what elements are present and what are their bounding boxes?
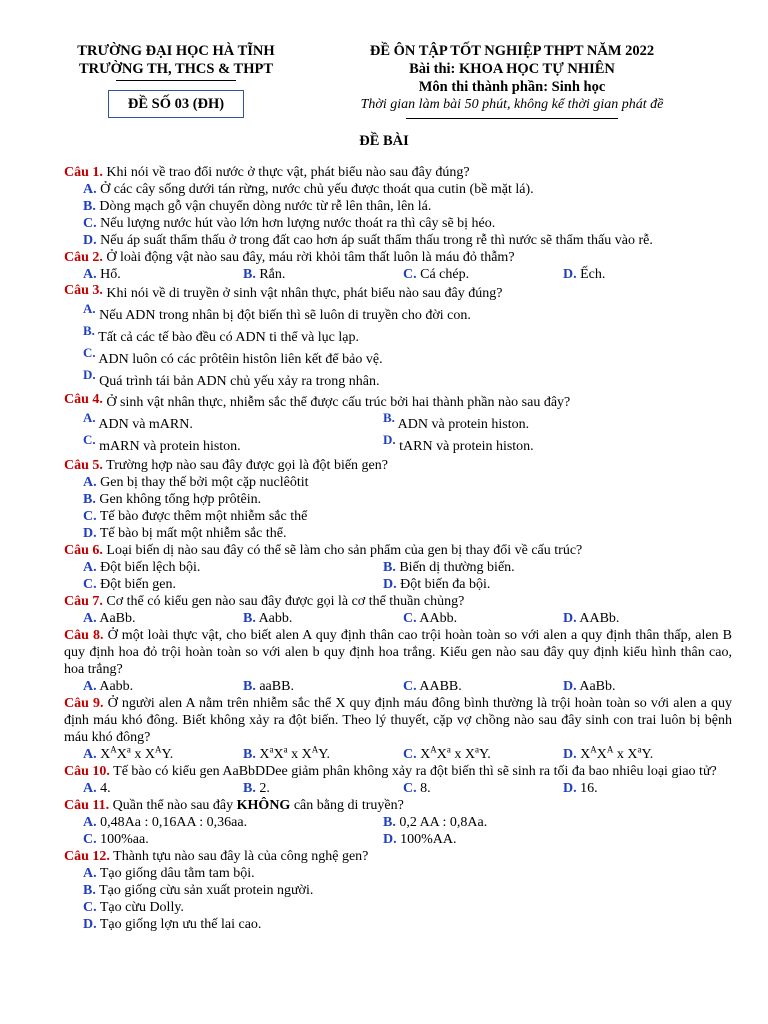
option-b: B. Biến dị thường biến.	[383, 560, 515, 575]
question-number: Câu 11.	[64, 798, 110, 813]
option-row	[64, 410, 732, 435]
option-d: D. 16.	[563, 781, 598, 796]
question-number: Câu 12.	[64, 849, 110, 864]
option-a: A. 0,48Aa : 0,16AA : 0,36aa.	[83, 815, 248, 830]
question-number: Câu 4.	[64, 392, 103, 407]
question-number: Câu 10.	[64, 764, 110, 779]
option-a: A. ADN và mARN.	[83, 410, 193, 432]
question-text: Khi nói về di truyền ở sinh vật nhân thực, phát biểu nào sau đây đúng?	[102, 286, 503, 301]
option-row	[64, 576, 732, 593]
option-d: D. AABb.	[563, 611, 620, 626]
question-number: Câu 1.	[64, 165, 103, 180]
option-b: B. Gen không tổng hợp prôtêin.	[83, 492, 262, 507]
option-d: D. 100%AA.	[383, 832, 457, 847]
option-b: B. Tất cả các tế bào đều có ADN ti thể và lục lạp.	[83, 323, 360, 345]
option-d: D. Tạo giống lợn ưu thế lai cao.	[83, 917, 262, 932]
option-d: D. Ếch.	[563, 267, 606, 282]
question-7	[64, 593, 732, 627]
question-text: Ở người alen A nằm trên nhiễm sắc thể X quy định máu đông bình thường là trội hoàn toàn so với alen a quy định máu khó đông. Biết không xảy ra đột biến. Theo lý thuyết, cặp vợ chồng nào sau đây sinh con trai luôn bị bệnh máu khó đông?	[64, 696, 732, 745]
option-c: C. Đột biến gen.	[83, 577, 176, 592]
option-a: A. Aabb.	[83, 679, 134, 694]
exam-header	[332, 42, 692, 114]
option-a: A. Gen bị thay thế bởi một cặp nuclêôtit	[83, 475, 309, 490]
option-row	[64, 610, 732, 627]
option-d: D. Tế bào bị mất một nhiễm sắc thể.	[83, 526, 287, 541]
option-c: C. 8.	[403, 781, 431, 796]
school-name: TRƯỜNG TH, THCS & THPT	[78, 61, 274, 77]
question-text: Ở sinh vật nhân thực, nhiễm sắc thể được cấu trúc bởi hai thành phần nào sau đây?	[102, 395, 571, 410]
question-text: Tế bào có kiểu gen AaBbDDee giảm phân không xảy ra đột biến thì sẽ sinh ra tối đa bao nhiêu loại giao tử?	[109, 764, 717, 779]
question-text: Ở loài động vật nào sau đây, máu rời khỏi tâm thất luôn là máu đỏ thẫm?	[102, 250, 515, 265]
option-c: C. AAbb.	[403, 611, 458, 626]
option-b: B. Dòng mạch gỗ vận chuyển dòng nước từ rễ lên thân, lên lá.	[83, 199, 432, 214]
option-d: D. AaBb.	[563, 679, 616, 694]
question-12	[64, 848, 732, 933]
exam-component: Môn thi thành phần: Sinh học	[418, 79, 606, 95]
option-b: B. 0,2 AA : 0,8Aa.	[383, 815, 488, 830]
option-d: D. tARN và protein histon.	[383, 432, 534, 454]
option-d: D. $X^AX^A$ x $X^aY$.	[563, 744, 654, 762]
question-6	[64, 542, 732, 593]
option-a: A. AaBb.	[83, 611, 136, 626]
option-a: A. Hổ.	[83, 267, 121, 282]
option-c: C. Cá chép.	[403, 267, 470, 282]
option-row	[64, 831, 732, 848]
question-5	[64, 457, 732, 542]
exam-title: ĐỀ ÔN TẬP TỐT NGHIỆP THPT NĂM 2022	[369, 43, 655, 59]
exam-header-underline	[406, 118, 618, 119]
option-row	[64, 814, 732, 831]
option-a: A. Ở các cây sống dưới tán rừng, nước chủ yếu được thoát qua cutin (bề mặt lá).	[83, 182, 534, 197]
option-d: D. Đột biến đa bội.	[383, 577, 491, 592]
option-a: A. $X^AX^a$ x $X^AY$.	[83, 744, 174, 762]
option-c: C. ADN luôn có các prôtêin histôn liên kết để bảo vệ.	[83, 345, 383, 367]
option-c: C. AABB.	[403, 679, 462, 694]
question-text: Loại biến dị nào sau đây có thể sẽ làm cho sản phẩm của gen bị thay đổi về cấu trúc?	[102, 543, 583, 558]
question-11: Câu 11. Quần thể nào sau đây KHÔNG cân bằng di truyền? A. 0,48Aa : 0,16AA : 0,36aa. B. 0,2 AA : 0,8Aa. C. 100%aa. D. 100%AA.	[64, 797, 732, 848]
question-text: Thành tựu nào sau đây là của công nghệ gen?	[109, 849, 369, 864]
question-2	[64, 249, 732, 283]
option-row	[64, 746, 732, 763]
option-row	[64, 266, 732, 283]
option-row	[64, 678, 732, 695]
question-3	[64, 283, 732, 392]
question-text: Cơ thể có kiểu gen nào sau đây được gọi là cơ thể thuần chủng?	[102, 594, 465, 609]
option-d: D. Quá trình tái bản ADN chủ yếu xảy ra trong nhân.	[83, 367, 380, 389]
option-a: A. Nếu ADN trong nhân bị đột biến thì sẽ luôn di truyền cho đời con.	[83, 301, 471, 323]
question-number: Câu 9.	[64, 696, 104, 711]
option-b: B. $X^aX^a$ x $X^AY$.	[243, 744, 331, 762]
question-number: Câu 5.	[64, 458, 103, 473]
option-c: C. Tế bào được thêm một nhiễm sắc thể	[83, 509, 308, 524]
option-a: A. Tạo giống dâu tằm tam bội.	[83, 866, 255, 881]
university-name: TRƯỜNG ĐẠI HỌC HÀ TĨNH	[77, 43, 275, 59]
option-c: C. $X^AX^a$ x $X^aY$.	[403, 744, 491, 762]
option-d: D. Nếu áp suất thẩm thấu ở trong đất cao hơn áp suất thẩm thấu trong rễ thì nước sẽ thẩm thấu vào rễ.	[83, 233, 653, 248]
option-c: C. 100%aa.	[83, 832, 149, 847]
question-4	[64, 392, 732, 457]
option-row	[64, 432, 732, 457]
question-number: Câu 8.	[64, 628, 104, 643]
question-number: Câu 3.	[64, 283, 103, 298]
header-underline	[116, 80, 236, 81]
question-10	[64, 763, 732, 797]
question-1	[64, 164, 732, 249]
option-a: A. 4.	[83, 781, 111, 796]
option-a: A. Đột biến lệch bội.	[83, 560, 201, 575]
option-row	[64, 780, 732, 797]
option-c: C. Tạo cừu Dolly.	[83, 900, 184, 915]
option-b: B. ADN và protein histon.	[383, 410, 530, 432]
emphasis-not: KHÔNG	[236, 798, 291, 813]
option-b: B. Tạo giống cừu sản xuất protein người.	[83, 883, 314, 898]
question-number: Câu 6.	[64, 543, 103, 558]
question-text: Ở một loài thực vật, cho biết alen A quy định thân cao trội hoàn toàn so với alen a quy định thân thấp, alen B quy định hoa đỏ trội hoàn toàn so với alen b quy định hoa trắng. Kiểu gen nào sau đây quy định kiểu hình thân cao, hoa trắng?	[64, 628, 732, 677]
option-b: B. 2.	[243, 781, 270, 796]
option-b: B. aaBB.	[243, 679, 294, 694]
option-c: C. Nếu lượng nước hút vào lớn hơn lượng nước thoát ra thì cây sẽ bị héo.	[83, 216, 496, 231]
school-header	[60, 42, 292, 81]
option-row	[64, 559, 732, 576]
option-b: B. Aabb.	[243, 611, 293, 626]
exam-duration: Thời gian làm bài 50 phút, không kể thời gian phát đề	[360, 97, 664, 112]
question-text: Khi nói về trao đổi nước ở thực vật, phát biểu nào sau đây đúng?	[102, 165, 470, 180]
question-number: Câu 2.	[64, 250, 103, 265]
question-number: Câu 7.	[64, 594, 103, 609]
section-title: ĐỀ BÀI	[359, 133, 409, 149]
exam-subject: Bài thi: KHOA HỌC TỰ NHIÊN	[409, 61, 615, 77]
question-list	[64, 164, 732, 933]
question-9	[64, 695, 732, 763]
question-8	[64, 627, 732, 695]
option-c: C. mARN và protein histon.	[83, 432, 241, 454]
question-text: Trường hợp nào sau đây được gọi là đột biến gen?	[102, 458, 388, 473]
exam-code-box: ĐỀ SỐ 03 (ĐH)	[108, 90, 244, 118]
option-b: B. Rắn.	[243, 267, 286, 282]
